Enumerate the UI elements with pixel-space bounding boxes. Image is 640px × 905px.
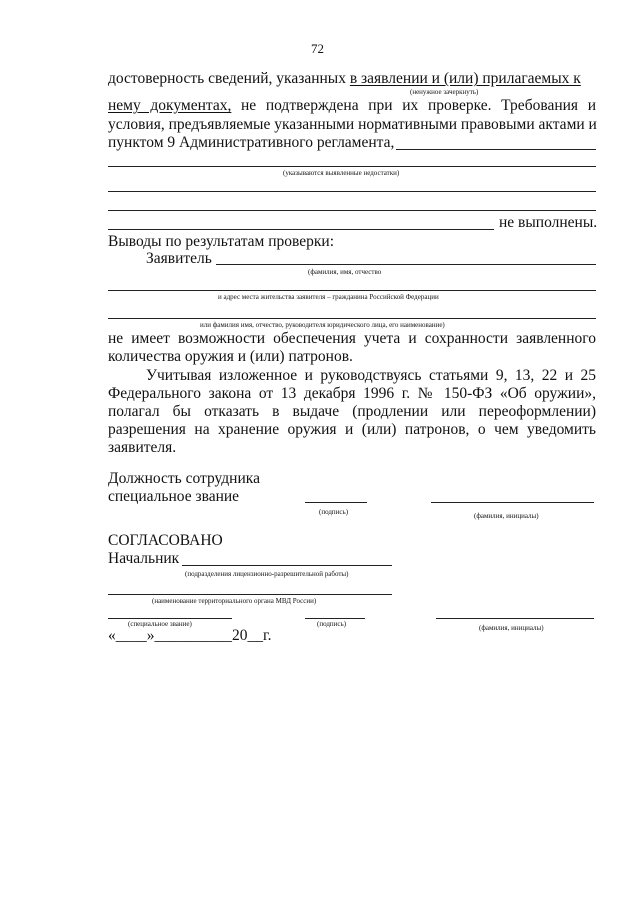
signature-line-2 — [305, 618, 365, 619]
p1-line2-underlined: нему документах, — [108, 97, 232, 114]
signature-line-1 — [305, 502, 367, 503]
officer-rank-label: специальное звание — [108, 488, 240, 505]
paragraph-2-line-1: не имеет возможности обеспечения учета и сохранности заявленного — [108, 330, 596, 347]
paragraph-3-line-3: полагал бы отказать в выдаче (продлении или переоформлении) — [108, 403, 596, 420]
p1-line1-underlined: в заявлении и (или) прилагаемых к — [349, 70, 581, 87]
date-line: «____»__________20__г. — [108, 627, 272, 644]
paragraph-1-line-3: условия, предъявляемые указанными нормативными правовыми актами и — [108, 116, 597, 133]
caption-legal-entity: или фамилия имя, отчество, руководителя юридического лица, его наименование) — [200, 321, 445, 329]
caption-signature-1: (подпись) — [319, 508, 349, 516]
conclusions-heading: Выводы по результатам проверки: — [108, 233, 335, 250]
blank-line-deficiencies-2 — [108, 191, 596, 192]
applicant-label: Заявитель — [146, 250, 212, 267]
caption-deficiencies: (указываются выявленные недостатки) — [283, 169, 400, 177]
paragraph-1-line-4: пунктом 9 Административного регламента, — [108, 134, 395, 151]
caption-signature-2: (подпись) — [317, 620, 347, 628]
caption-territorial: (наименование территориального органа МВД России) — [152, 597, 317, 605]
paragraph-1-line-1 — [108, 70, 592, 88]
blank-line-deficiencies-4 — [108, 229, 494, 230]
page-number: 72 — [311, 41, 324, 56]
officer-position-label: Должность сотрудника — [108, 470, 260, 487]
caption-rank-2: (специальное звание) — [128, 620, 192, 628]
name-line-2 — [436, 618, 594, 619]
blank-line-deficiencies-1 — [108, 166, 596, 167]
blank-line-applicant — [216, 264, 596, 265]
p1-line2-text: не подтверждена при их проверке. Требования и — [231, 97, 596, 114]
caption-name-1: (фамилия, инициалы) — [474, 512, 539, 520]
caption-strike-unnecessary: (ненужное зачеркнуть) — [410, 88, 479, 96]
caption-address: и адрес места жительства заявителя – гражданина Российской Федерации — [218, 293, 439, 301]
rank-line-2 — [108, 618, 232, 619]
blank-line-chief — [182, 565, 392, 566]
caption-name-2: (фамилия, инициалы) — [479, 624, 544, 632]
name-line-1 — [431, 502, 594, 503]
blank-line-deficiencies-3 — [108, 210, 596, 211]
not-fulfilled-text: не выполнены. — [499, 214, 598, 231]
paragraph-3-line-5: заявителя. — [108, 439, 177, 456]
caption-fio: (фамилия, имя, отчество — [308, 268, 382, 276]
approved-heading: СОГЛАСОВАНО — [108, 532, 223, 549]
paragraph-3-line-2: Федерального закона от 13 декабря 1996 г. № 150-ФЗ «Об оружии», — [108, 385, 596, 402]
paragraph-3-line-1: Учитывая изложенное и руководствуясь статьями 9, 13, 22 и 25 — [146, 367, 596, 384]
caption-license-dept: (подразделения лицензионно-разрешительной работы) — [185, 570, 349, 578]
p1-line1-text: достоверность сведений, указанных — [108, 70, 350, 87]
blank-line-territorial — [108, 594, 392, 595]
blank-line-legal-entity — [108, 318, 596, 319]
paragraph-3-line-4: разрешения на хранение оружия и (или) патронов, о чем уведомить — [108, 421, 596, 438]
blank-line-address — [108, 290, 596, 291]
chief-label: Начальник — [108, 550, 180, 567]
paragraph-1-line-2 — [108, 97, 596, 115]
blank-line-regulation — [396, 149, 596, 150]
paragraph-2-line-2: количества оружия и (или) патронов. — [108, 348, 353, 365]
